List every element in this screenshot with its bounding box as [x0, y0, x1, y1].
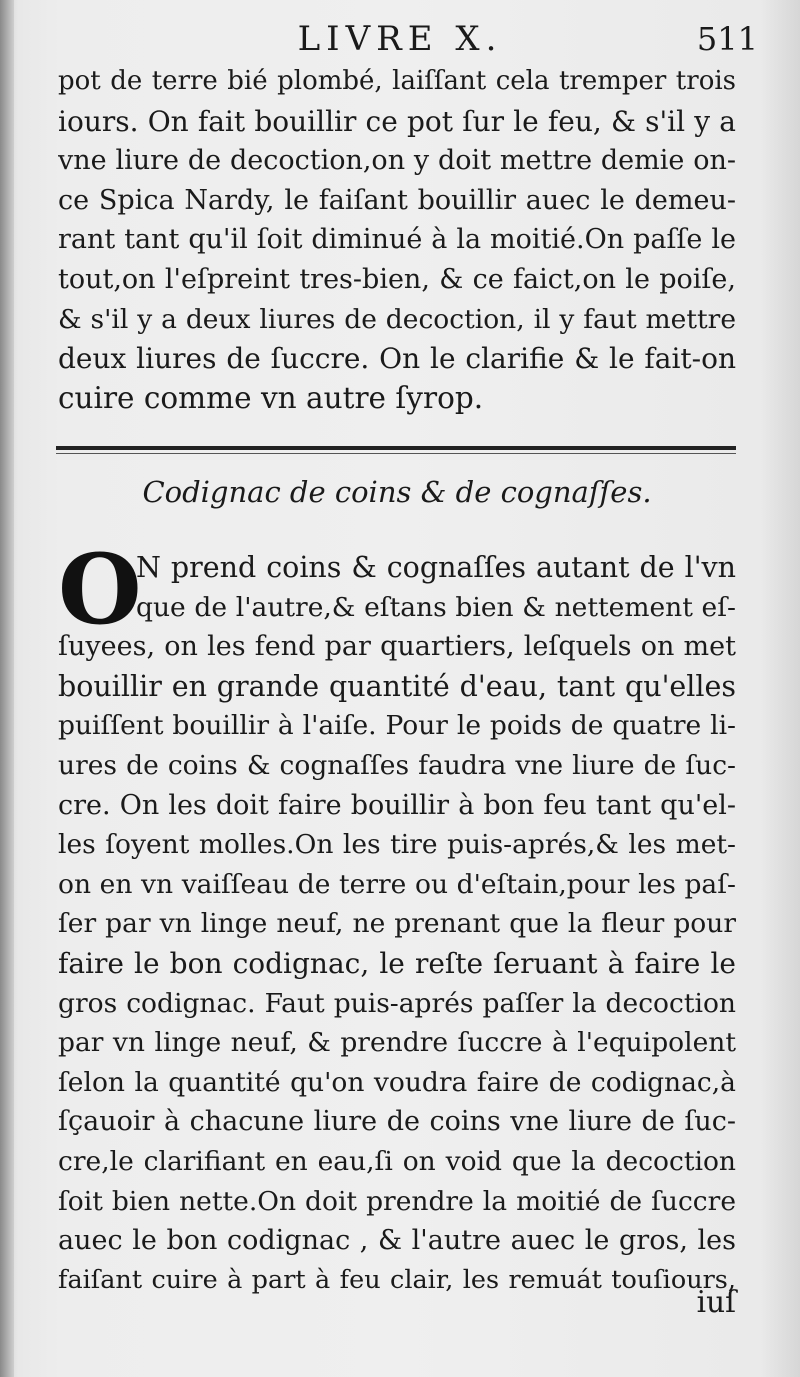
- page-number: 511: [696, 20, 758, 58]
- text-line: ſuyees, on les fend par quartiers, leſquels on met: [58, 631, 736, 663]
- section-divider-thin: [56, 453, 736, 454]
- text-line: ce Spica Nardy, le faiſant bouillir auec le demeu-: [58, 184, 736, 216]
- running-title: LIVRE X.: [297, 19, 503, 59]
- text-line: faire le bon codignac, le reſte ſeruant à faire le: [58, 946, 736, 980]
- text-line: ſelon la quantité qu'on voudra faire de codignac,à: [58, 1066, 736, 1098]
- text-line: rant tant qu'il ſoit diminué à la moitié.On paſſe le: [58, 224, 736, 256]
- section-divider: [56, 446, 736, 450]
- text-line: les ſoyent molles.On les tire puis-aprés,& les met-: [58, 829, 736, 861]
- catchword: iuſ: [696, 1285, 736, 1319]
- text-line: deux liures de ſuccre. On le clarifie & le fait-on: [58, 342, 736, 376]
- text-line: que de l'autre,& eſtans bien & nettement eſ-: [136, 591, 736, 623]
- text-line: N prend coins & cognaſſes autant de l'vn: [136, 551, 736, 584]
- text-line: auec le bon codignac , & l'autre auec le gros, les: [58, 1225, 736, 1257]
- text-line: ſçauoir à chacune liure de coins vne liure de ſuc-: [58, 1106, 736, 1138]
- text-line: iours. On fait bouillir ce pot ſur le feu, & s'il y a: [58, 104, 736, 138]
- text-line: bouillir en grande quantité d'eau, tant qu'elles: [58, 669, 736, 703]
- text-line: cre. On les doit faire bouillir à bon feu tant qu'el-: [58, 789, 736, 821]
- text-line: ſoit bien nette.On doit prendre la moitié de ſuccre: [58, 1185, 736, 1217]
- page-gutter: [0, 0, 14, 1377]
- text-line: on en vn vaiſſeau de terre ou d'eſtain,pour les paſ-: [58, 868, 736, 900]
- text-line: tout,on l'eſpreint tres-bien, & ce faict,on le poiſe,: [58, 263, 736, 295]
- paragraph-syrop-end: [58, 62, 736, 418]
- section-heading: Codignac de coins & de cognaſſes.: [142, 475, 652, 509]
- text-line: pot de terre bié plombé, laiſſant cela tremper trois: [58, 66, 736, 96]
- drop-cap: O: [58, 533, 142, 646]
- text-line: cuire comme vn autre ſyrop.: [58, 380, 484, 415]
- text-line: puiſſent bouillir à l'aiſe. Pour le poids de quatre li-: [58, 710, 736, 742]
- text-line: cre,le clarifiant en eau,ſi on void que la decoction: [58, 1145, 736, 1177]
- text-line: ſer par vn linge neuf, ne prenant que la fleur pour: [58, 908, 736, 940]
- text-line: par vn linge neuf, & prendre ſuccre à l'equipolent: [58, 1027, 736, 1059]
- running-head: [60, 14, 758, 64]
- text-line: ures de coins & cognaſſes faudra vne liure de ſuc-: [58, 749, 736, 781]
- text-line: faiſant cuire à part à feu clair, les remuát touſiours,: [58, 1264, 736, 1295]
- text-line: & s'il y a deux liures de decoction, il y faut mettre: [58, 303, 736, 335]
- paragraph-codignac: [58, 533, 736, 1300]
- text-line: gros codignac. Faut puis-aprés paſſer la decoction: [58, 987, 736, 1019]
- text-line: vne liure de decoction,on y doit mettre demie on-: [58, 145, 736, 177]
